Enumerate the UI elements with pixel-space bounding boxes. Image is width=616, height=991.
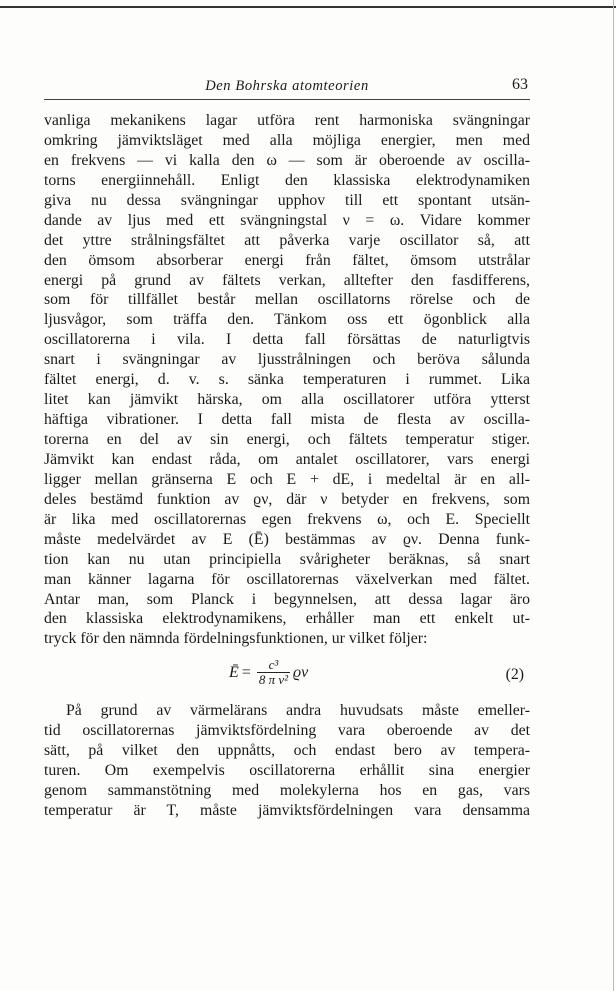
text-line: turen. Om exempelvis oscillatorerna erhållit sina energier [44,762,530,780]
text-line: genom sammanstötning med molekylerna hos en gas, vars [44,782,530,800]
running-head: Den Bohrska atomteorien [205,78,369,94]
paragraph-before-equation [44,111,530,649]
equation-denominator: 8 π ν² [258,672,288,688]
equation-equals: = [241,663,251,681]
text-line: torerna en del av sin energi, och fältets temperatur stiger. [44,431,530,448]
text-line: oscillatorerna i vila. I detta fall försättas de naturligtvis [44,331,530,349]
paragraph-after-equation [44,701,530,821]
text-line: som för tillfället består mellan oscillatorns rörelse och de [44,291,530,309]
equation-lhs: Ē [229,663,239,681]
text-line: energi på grund av fältets verkan, alltefter den fasdifferens, [44,271,530,289]
text-line: häftiga vibrationer. I detta fall mista de flesta av oscilla- [44,411,530,429]
equation-number: (2) [505,666,524,684]
header-rule [44,99,530,100]
text-line: är lika med oscillatorernas egen frekvens ω, och E. Speciellt [44,510,530,528]
text-line: sätt, på vilket den uppnåtts, och endast bero av tempera- [44,742,530,760]
text-line: måste medelvärdet av E (Ē) bestämmas av ϱν. Denna funk- [44,530,530,548]
text-line: tryck för den nämnda fördelningsfunktionen, ur vilket följer: [44,630,428,648]
page-number: 63 [512,76,528,93]
text-line: tion kan nu utan principiella svårigheter beräknas, så snart [44,550,530,568]
text-line: deles bestämd funktion av ϱν, där ν betyder en frekvens, som [44,490,530,508]
text-line: snart i svängningar av ljusstrålningen och beröva sålunda [44,351,530,369]
text-line: man känner lagarna för oscillatorernas växelverkan med fältet. [44,570,530,588]
text-line: På grund av värmelärans andra huvudsats måste emeller- [66,702,530,720]
text-line: ljusvågor, som träffa den. Tänkom oss ett ögonblick alla [44,311,530,329]
text-line: torns energiinnehåll. Enligt den klassiska elektrodynamiken [44,171,530,189]
right-page-edge-rule [613,0,614,991]
text-line: Antar man, som Planck i begynnelsen, att dessa lagar äro [44,590,530,608]
equation-expression [229,658,308,687]
text-line: det yttre strålningsfältet att påverka varje oscillator så, att [44,231,530,249]
text-line: fältet energi, d. v. s. sänka temperaturen i rummet. Lika [44,371,530,389]
text-line: ligger mellan gränserna E och E + dE, i medeltal är en all- [44,470,530,488]
text-line: temperatur är T, måste jämviktsfördelningen vara densamma [44,802,530,819]
text-line: vanliga mekanikens lagar utföra rent harmoniska svängningar [44,112,530,129]
equation-factor: ϱν [293,663,309,681]
text-line: den ömsom absorberar energi från fältet, ömsom utstrålar [44,251,530,269]
text-line: en frekvens — vi kalla den ω — som är oberoende av oscilla- [44,151,530,169]
text-line: tid oscillatorernas jämviktsfördelning vara oberoende av det [44,722,530,740]
text-line: dande av ljus med ett svängningstal ν = ω. Vidare kommer [44,211,530,229]
text-line: omkring jämviktsläget med alla möjliga energier, men med [44,131,530,149]
text-line: den klassiska elektrodynamikens, erhåller man ett enkelt ut- [44,610,530,628]
text-line: giva nu dessa svängningar upphov till ett spontant utsän- [44,191,530,209]
body-text [44,111,530,821]
text-line: Jämvikt kan endast råda, om antalet oscillatorer, vars energi [44,450,530,468]
equation-fraction [257,658,290,687]
equation-2 [44,654,530,692]
text-line: litet kan jämvikt härska, om alla oscillatorer utföra ytterst [44,391,530,409]
page-header [44,74,530,98]
equation-numerator: c³ [268,657,279,673]
top-page-edge-rule [0,6,616,8]
